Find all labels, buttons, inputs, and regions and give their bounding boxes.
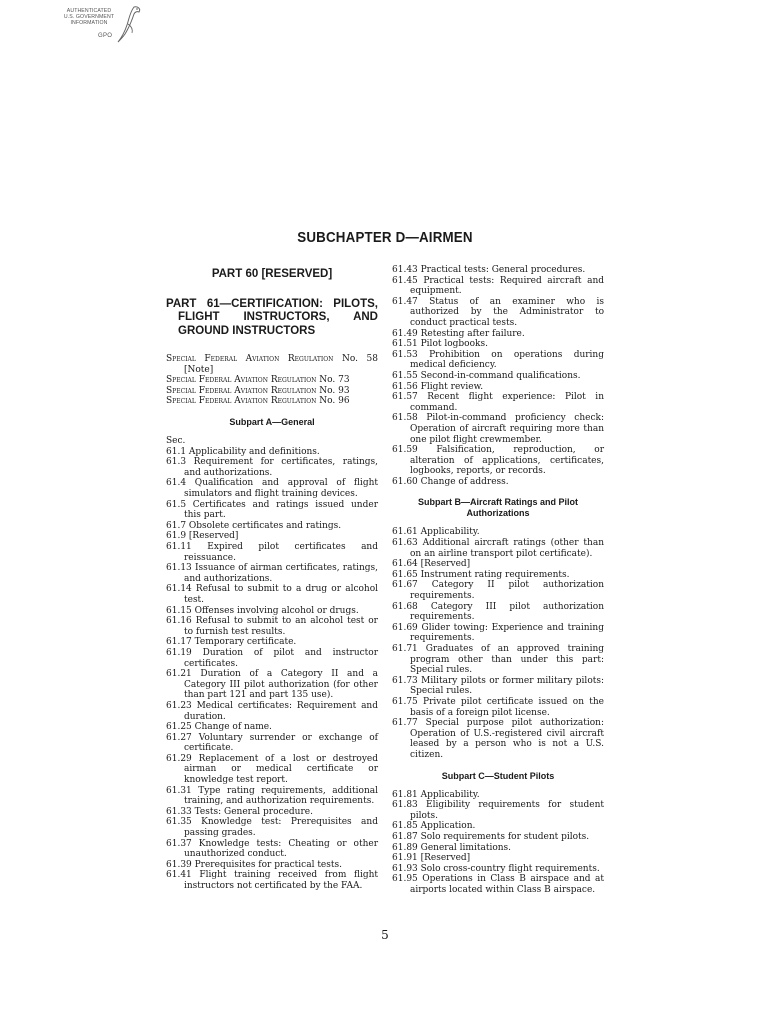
sfar-label: Special Federal Aviation Regulation: [166, 385, 317, 396]
toc-entry: 61.4 Qualification and approval of flight simulators and flight training devices.: [166, 478, 378, 500]
toc-entry: 61.64 [Reserved]: [392, 559, 471, 570]
right-column: [392, 265, 604, 895]
toc-entry: 61.27 Voluntary surrender or exchange of certificate.: [166, 732, 378, 754]
toc-entry: 61.73 Military pilots or former military pilots: Special rules.: [392, 675, 604, 697]
toc-entry: 61.43 Practical tests: General procedures.: [392, 265, 586, 275]
toc-entry: 61.41 Flight training received from flight instructors not certificated by the FAA.: [166, 870, 378, 891]
sfar-number: No. 93: [319, 385, 350, 396]
toc-entry: 61.19 Duration of pilot and instructor certificates.: [166, 647, 378, 669]
toc-entry: 61.53 Prohibition on operations during medical deficiency.: [392, 349, 604, 371]
toc-entry: 61.17 Temporary certificate.: [166, 637, 297, 648]
toc-entry: 61.14 Refusal to submit to a drug or alcohol test.: [166, 584, 378, 605]
toc-entry: 61.71 Graduates of an approved training program other than under this part: Special rules.: [392, 644, 604, 676]
sfar-entry: [166, 375, 378, 386]
toc-entry: 61.69 Glider towing: Experience and training requirements.: [392, 622, 604, 644]
subpart-b-title: Subpart B—Aircraft Ratings and Pilot Authorizations: [417, 497, 578, 519]
eagle-icon: [116, 4, 142, 44]
toc-entry: 61.67 Category II pilot authorization requirements.: [392, 580, 604, 602]
toc-entry: 61.3 Requirement for certificates, ratings, and authorizations.: [166, 457, 378, 478]
sfar-number: No. 96: [319, 396, 350, 407]
toc-entry: 61.61 Applicability.: [392, 527, 480, 538]
toc-entry: 61.75 Private pilot certificate issued on the basis of a foreign pilot license.: [392, 696, 604, 718]
sfar-entry: [166, 396, 378, 407]
subpart-a-entries-continued: [392, 265, 604, 487]
sfar-number: No. 58 [Note]: [184, 354, 378, 375]
seal-text: [60, 8, 118, 27]
toc-entry: 61.58 Pilot-in-command proficiency check: Operation of aircraft requiring more than one pilot flight crewmember.: [392, 413, 604, 445]
toc-entry: 61.15 Offenses involving alcohol or drugs.: [166, 605, 359, 616]
toc-entry: 61.5 Certificates and ratings issued under this part.: [166, 499, 378, 521]
toc-entry: 61.57 Recent flight experience: Pilot in command.: [392, 392, 604, 413]
subpart-c-entries: [392, 790, 604, 896]
toc-entry: 61.9 [Reserved]: [166, 531, 239, 542]
subpart-b-entries: [392, 527, 604, 760]
sfar-entry: [166, 386, 378, 397]
seal-line: AUTHENTICATED: [66, 8, 112, 14]
toc-entry: 61.49 Retesting after failure.: [392, 328, 525, 339]
toc-entry: 61.85 Application.: [392, 821, 476, 832]
toc-entry: 61.59 Falsification, reproduction, or alteration of applications, certificates, logbooks, reports, or records.: [392, 445, 604, 477]
toc-entry: 61.31 Type rating requirements, additional training, and authorization requirements.: [166, 785, 378, 807]
toc-entry: 61.13 Issuance of airman certificates, ratings, and authorizations.: [166, 563, 378, 584]
toc-entry: 61.33 Tests: General procedure.: [166, 806, 313, 817]
toc-entry: 61.23 Medical certificates: Requirement and duration.: [166, 700, 378, 722]
toc-entry: 61.63 Additional aircraft ratings (other than on an airline transport pilot certificate).: [392, 538, 604, 559]
subpart-a-entries: [166, 447, 378, 892]
toc-entry: 61.25 Change of name.: [166, 722, 272, 733]
sfar-label: Special Federal Aviation Regulation: [166, 396, 317, 407]
toc-entry: 61.39 Prerequisites for practical tests.: [166, 859, 342, 870]
gpo-authentication-seal: [60, 4, 140, 44]
toc-entry: 61.7 Obsolete certificates and ratings.: [166, 520, 342, 531]
toc-entry: 61.16 Refusal to submit to an alcohol test or to furnish test results.: [166, 616, 378, 637]
toc-entry: 61.91 [Reserved]: [392, 853, 471, 864]
toc-entry: 61.87 Solo requirements for student pilots.: [392, 831, 590, 842]
subpart-a-title: Subpart A—General: [229, 417, 315, 428]
sfar-entry: [166, 354, 378, 375]
subchapter-title: SUBCHAPTER D—AIRMEN: [297, 230, 473, 246]
toc-entry: 61.11 Expired pilot certificates and reissuance.: [166, 542, 378, 563]
toc-entry: 61.77 Special purpose pilot authorization: Operation of U.S.-registered civil aircraft leased by a person who is not a U.S. citizen.: [392, 718, 604, 760]
toc-entry: 61.1 Applicability and definitions.: [166, 446, 320, 457]
seal-gpo-label: GPO: [98, 33, 113, 39]
toc-entry: 61.81 Applicability.: [392, 789, 480, 800]
toc-entry: 61.60 Change of address.: [392, 476, 509, 487]
toc-entry: 61.55 Second-in-command qualifications.: [392, 370, 581, 381]
toc-entry: 61.89 General limitations.: [392, 842, 512, 853]
toc-entry: 61.56 Flight review.: [392, 381, 484, 392]
toc-entry: 61.37 Knowledge tests: Cheating or other unauthorized conduct.: [166, 838, 378, 860]
seal-line: U.S. GOVERNMENT: [63, 14, 115, 21]
subpart-c-title: Subpart C—Student Pilots: [441, 770, 555, 781]
toc-entry: 61.95 Operations in Class B airspace and at airports located within Class B airspace.: [392, 874, 604, 895]
toc-entry: 61.21 Duration of a Category II and a Category III pilot authorization (for other than part 121 and part 135 use).: [166, 669, 378, 701]
toc-entry: 61.29 Replacement of a lost or destroyed airman or medical certificate or knowledge test report.: [166, 753, 378, 786]
seal-line: INFORMATION: [70, 20, 108, 27]
section-label: Sec.: [166, 436, 186, 447]
sfar-number: No. 73: [319, 375, 350, 386]
sfar-label: Special Federal Aviation Regulation: [166, 354, 334, 365]
toc-entry: 61.47 Status of an examiner who is authorized by the Administrator to conduct practical tests.: [392, 296, 604, 328]
part-61-title: PART 61—CERTIFICATION: PILOTS, FLIGHT INSTRUCTORS, AND GROUND INSTRUCTORS: [166, 297, 378, 337]
toc-entry: 61.83 Eligibility requirements for student pilots.: [392, 800, 604, 821]
toc-entry: 61.65 Instrument rating requirements.: [392, 569, 570, 580]
page-number: 5: [381, 928, 389, 942]
part-60-title: PART 60 [RESERVED]: [211, 268, 333, 280]
sfar-label: Special Federal Aviation Regulation: [166, 375, 317, 386]
toc-entry: 61.51 Pilot logbooks.: [392, 339, 488, 350]
toc-entry: 61.68 Category III pilot authorization requirements.: [392, 601, 604, 623]
toc-entry: 61.35 Knowledge test: Prerequisites and passing grades.: [166, 817, 378, 839]
sfar-list: [166, 354, 378, 407]
toc-entry: 61.45 Practical tests: Required aircraft and equipment.: [392, 275, 604, 297]
left-column: [166, 265, 378, 892]
toc-entry: 61.93 Solo cross-country flight requirements.: [392, 863, 600, 874]
